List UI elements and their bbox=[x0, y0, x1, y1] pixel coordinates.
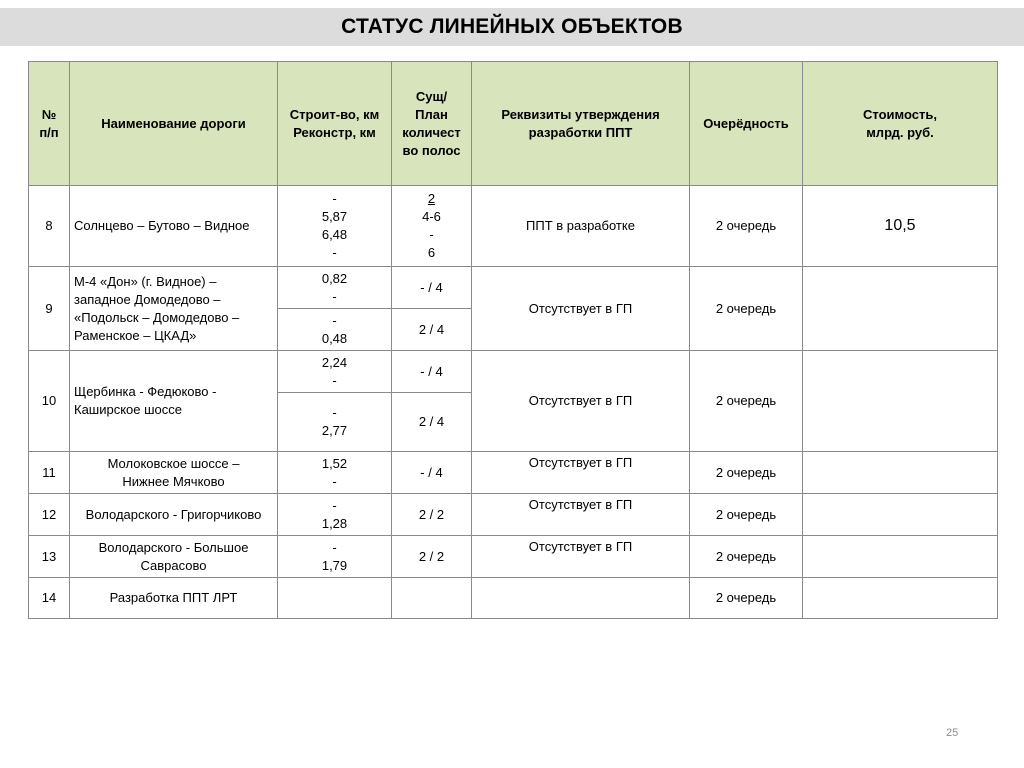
road-name: Володарского - Большое Саврасово bbox=[70, 536, 278, 578]
header-road-name: Наименование дороги bbox=[70, 62, 278, 186]
table-header-row bbox=[29, 62, 998, 186]
lanes-count: 2 4-6 - 6 bbox=[392, 186, 472, 267]
linear-objects-table bbox=[28, 61, 998, 619]
table-row bbox=[29, 351, 998, 393]
title-bar bbox=[0, 8, 1024, 46]
lanes-count: 2 / 2 bbox=[392, 494, 472, 536]
requisites: Отсутствует в ГП bbox=[472, 351, 690, 452]
construction-km: - 1,28 bbox=[278, 494, 392, 536]
construction-km: 1,52 - bbox=[278, 452, 392, 494]
lanes-count: 2 / 2 bbox=[392, 536, 472, 578]
priority: 2 очередь bbox=[690, 452, 803, 494]
page-number: 25 bbox=[946, 727, 959, 739]
cost: 10,5 bbox=[803, 186, 998, 267]
header-cost: Стоимость, млрд. руб. bbox=[803, 62, 998, 186]
requisites bbox=[472, 578, 690, 619]
road-name: Щербинка - Федюково - Каширское шоссе bbox=[70, 351, 278, 452]
row-number: 11 bbox=[29, 452, 70, 494]
cost bbox=[803, 578, 998, 619]
cost bbox=[803, 452, 998, 494]
priority: 2 очередь bbox=[690, 578, 803, 619]
cost bbox=[803, 351, 998, 452]
lanes-count: - / 4 bbox=[392, 351, 472, 393]
priority: 2 очередь bbox=[690, 536, 803, 578]
construction-km: 0,82 - bbox=[278, 267, 392, 309]
table-row bbox=[29, 536, 998, 578]
row-number: 13 bbox=[29, 536, 70, 578]
header-priority: Очерёдность bbox=[690, 62, 803, 186]
row-number: 9 bbox=[29, 267, 70, 351]
table-row bbox=[29, 267, 998, 309]
requisites: Отсутствует в ГП bbox=[472, 536, 690, 578]
lanes-count bbox=[392, 578, 472, 619]
lanes-count: 2 / 4 bbox=[392, 393, 472, 452]
row-number: 12 bbox=[29, 494, 70, 536]
lanes-count: - / 4 bbox=[392, 267, 472, 309]
row-number: 10 bbox=[29, 351, 70, 452]
construction-km: - 2,77 bbox=[278, 393, 392, 452]
road-name: Разработка ППТ ЛРТ bbox=[70, 578, 278, 619]
construction-km: - 0,48 bbox=[278, 309, 392, 351]
priority: 2 очередь bbox=[690, 351, 803, 452]
table-row bbox=[29, 578, 998, 619]
road-name: Молоковское шоссе – Нижнее Мячково bbox=[70, 452, 278, 494]
table-row bbox=[29, 494, 998, 536]
priority: 2 очередь bbox=[690, 267, 803, 351]
construction-km: - 1,79 bbox=[278, 536, 392, 578]
requisites: Отсутствует в ГП bbox=[472, 452, 690, 494]
construction-km: 2,24 - bbox=[278, 351, 392, 393]
road-name: Володарского - Григорчиково bbox=[70, 494, 278, 536]
table-row bbox=[29, 452, 998, 494]
requisites: Отсутствует в ГП bbox=[472, 494, 690, 536]
cost bbox=[803, 267, 998, 351]
header-requisites: Реквизиты утверждения разработки ППТ bbox=[472, 62, 690, 186]
cost bbox=[803, 536, 998, 578]
road-name: М-4 «Дон» (г. Видное) – западное Домодедово – «Подольск – Домодедово – Раменское – ЦКАД» bbox=[70, 267, 278, 351]
road-name: Солнцево – Бутово – Видное bbox=[70, 186, 278, 267]
table-row bbox=[29, 186, 998, 267]
lanes-count: - / 4 bbox=[392, 452, 472, 494]
header-lanes: Сущ/ План количест во полос bbox=[392, 62, 472, 186]
header-number: № п/п bbox=[29, 62, 70, 186]
construction-km bbox=[278, 578, 392, 619]
row-number: 14 bbox=[29, 578, 70, 619]
priority: 2 очередь bbox=[690, 494, 803, 536]
header-construction-km: Строит-во, км Реконстр, км bbox=[278, 62, 392, 186]
priority: 2 очередь bbox=[690, 186, 803, 267]
page-title: СТАТУС ЛИНЕЙНЫХ ОБЪЕКТОВ bbox=[341, 15, 683, 38]
row-number: 8 bbox=[29, 186, 70, 267]
construction-km: - 5,87 6,48 - bbox=[278, 186, 392, 267]
lanes-count: 2 / 4 bbox=[392, 309, 472, 351]
requisites: ППТ в разработке bbox=[472, 186, 690, 267]
requisites: Отсутствует в ГП bbox=[472, 267, 690, 351]
cost bbox=[803, 494, 998, 536]
